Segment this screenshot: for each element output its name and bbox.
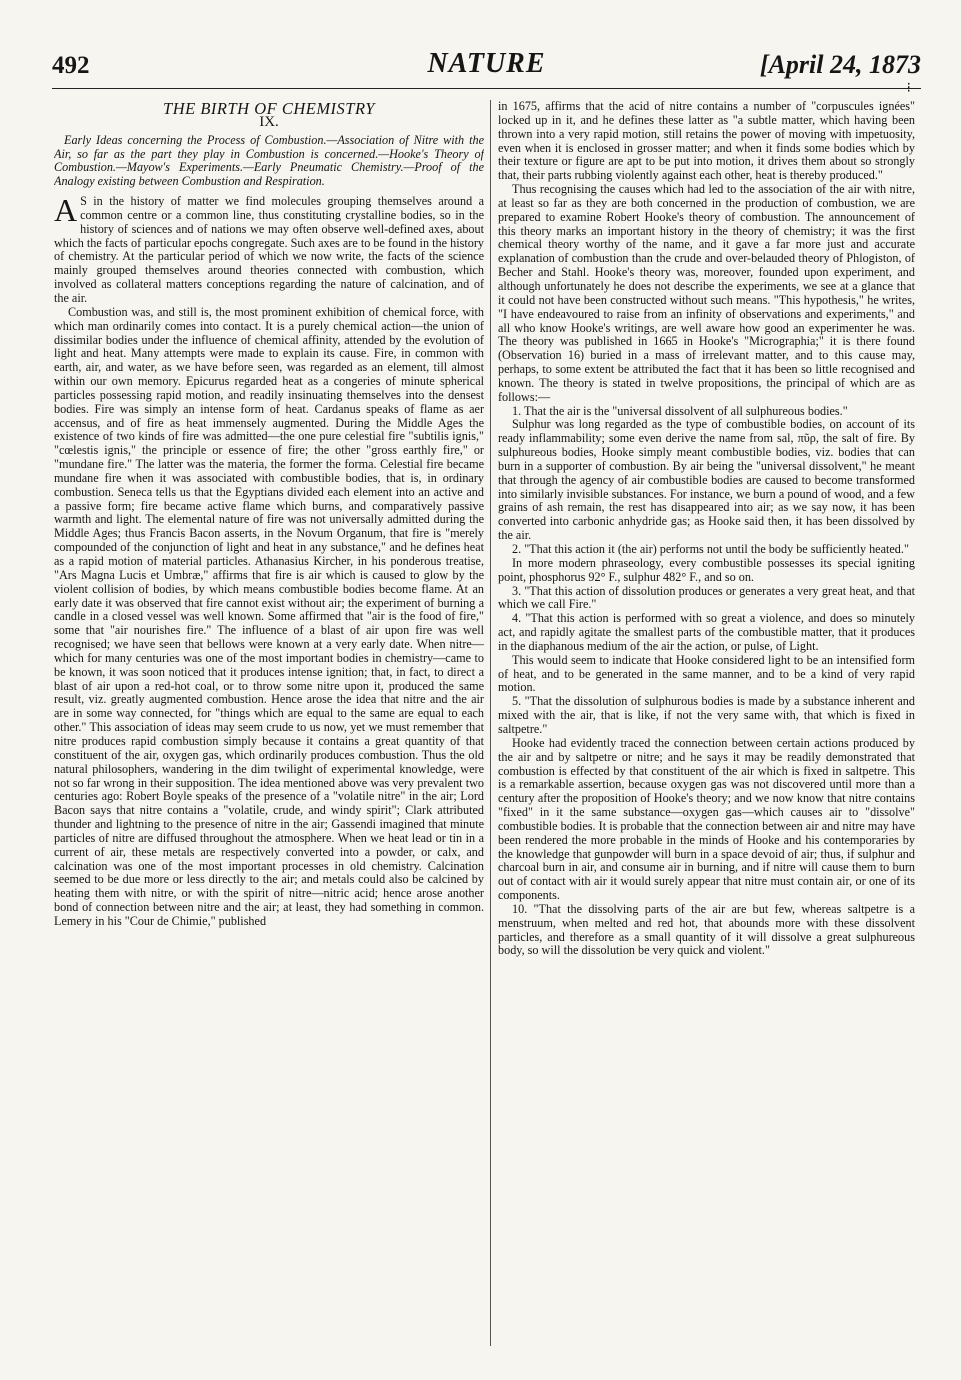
right-column [498, 100, 915, 1348]
paragraph: This would seem to indicate that Hooke considered light to be an intensified form of heat, and to be generated in the same manner, and to be a kind of very rapid motion. [498, 652, 915, 695]
journal-title: NATURE [427, 48, 546, 79]
article-summary: Early Ideas concerning the Process of Combustion.—Association of Nitre with the Air, so far as the part they play in Combustion is concerned.—Hooke's Theory of Combustion.—Mayow's Experiments.—Early Pneumatic Chemistry.—Proof of the Analogy existing between Combustion and Respiration. [54, 132, 484, 189]
margin-mark: ⁝ [906, 81, 911, 96]
paragraph: Thus recognising the causes which had led to the association of the air with nitre, at least so far as they are both concerned in the production of combustion, we are prepared to examine Robert Hooke's theory of combustion. The announcement of this theory marks an important history in the theory of chemistry; it was the first chemical theory worthy of the name, and it gave a far more just and accurate explanation of combustion than the crude and over-belauded theory of Phlogiston, of Becher and Stahl. Hooke's theory was, moreover, founded upon experiment, and although unfortunately he does not describe the experiments, we see at a glance that it could not have been constructed without such means. "This hypothesis," he writes, "I have endeavoured to raise from an infinity of observations and experiments," and all who know Hooke's writings, are well aware how good an experimenter he was. The theory was published in 1665 in Hooke's "Micrographia;" it is there found (Observation 16) buried in a mass of irrelevant matter, and to this cause may, perhaps, to some extent be attributed the fact that it has been so little recognised and known. The theory is stated in twelve propositions, the principal of which are as follows:— [498, 182, 915, 404]
proposition-1: 1. That the air is the "universal dissolvent of all sulphureous bodies." [512, 403, 848, 418]
paragraph: Hooke had evidently traced the connection between certain actions produced by the air and by saltpetre or nitre; and he says it may be readily demonstrated that combustion is effected by that constituent of the air which is fixed in saltpetre. This is a remarkable assertion, because oxygen gas was not discovered until more than a century after the proposition of Hooke's theory; and we now know that nitre contains "fixed" in it the same substance—oxygen gas—which causes air to "dissolve" combustible bodies. It is probable that the connection between air and nitre may have been rendered the more probable in the minds of Hooke and his contemporaries by the knowledge that gunpowder will burn in a space devoid of air; thus, if sulphur and charcoal burn in air, and consume air in burning, and if nitre will cause them to burn out of contact with air it would surely appear that nitre must contain air, or one of its components. [498, 735, 915, 903]
left-column [54, 100, 484, 1348]
drop-cap: A [54, 192, 78, 229]
article-title: THE BIRTH OF CHEMISTRY [163, 100, 375, 118]
page-header [52, 44, 921, 96]
paragraph: in 1675, affirms that the acid of nitre contains a number of "corpuscules ignées" locked up in it, and he defines these latter as "a subtle matter, which having been thrown into a very rapid motion, still retains the power of moving with impetuosity, even when it is enclosed in grosser matter; and when it finds some bodies which by their texture or figure are apt to be put into motion, it drives them about so strongly that, their parts rubbing violently against each other, heat is thereby produced." [498, 100, 915, 183]
issue-date: [April 24, 1873 [759, 50, 921, 79]
paragraph: Sulphur was long regarded as the type of combustible bodies, on account of its ready inflammability; some even derive the name from sal, πῦρ, the salt of fire. By sulphureous bodies, Hooke simply meant combustible bodies, viz. bodies that can burn in a supporter of combustion. By air being the "universal dissolvent," he meant that through the agency of air combustible bodies are caused to become transformed into similarly invisible substances. For instance, we burn a pound of wood, and a few grains of ash remain, the rest has disappeared into air; as we say now, it has been converted into carbonic anhydride gas; as Hooke said then, it has been dissolved by the air. [498, 417, 915, 543]
proposition-4: 4. "That this action is performed with so great a violence, and does so minutely act, and rapidly agitate the smallest parts of the combustible matter, that it produces in the diaphanous medium of the air the action, or pulse, of Light. [498, 611, 915, 653]
first-paragraph [54, 192, 484, 306]
article-part-number: IX. [259, 113, 279, 130]
page-number: 492 [52, 52, 90, 79]
column-divider [490, 100, 491, 1346]
proposition-2: 2. "That this action it (the air) performs not until the body be sufficiently heated." [512, 542, 909, 556]
paragraph: Combustion was, and still is, the most prominent exhibition of chemical force, with which man ordinarily comes into contact. It is a purely chemical action—the union of dissimilar bodies under the influence of chemical affinity, attended by the evolution of light and heat. Many attempts were made to explain its cause. Fire, in common with earth, air, and water, as we have before seen, was regarded as an element, till almost within our own memory. Epicurus regarded heat as a congeries of minute spherical particles possessing rapid motion, and readily insinuating themselves into the densest bodies. Fire was simply an intense form of heat. Cardanus speaks of flame as aer accensus, and of fire as heat immensely augmented. During the Middle Ages the existence of two kinds of fire was admitted—the one pure celestial fire "subtilis ignis," "cœlestis ignis," the principle or essence of fire; the other "gross earthly fire," or "mundane fire." The latter was the materia, the former the forma. Celestial fire became mundane fire when it was associated with combustible bodies, that is, in ordinary combustion. Seneca tells us that the Egyptians divided each element into an active and a passive form; fire became active flame which burns, and comparatively passive warmth and light. The elemental nature of fire was not universally admitted during the Middle Ages; thus Francis Bacon asserts, in the Novum Organum, that fire is "merely compounded of the conjunction of light and heat in any substance," and he defines heat as a rapid motion of material particles. Athanasius Kircher, in his ponderous treatise, "Ars Magna Lucis et Umbræ," affirms that fire is air which is caused to glow by the violent collision of bodies, by which means combustible bodies become flame. At an early date it was observed that fire cannot exist without air; the experiment of burning a candle in a closed vessel was well known. Some affirmed that "air is the food of fire," some that "air nourishes fire." The influence of a blast of air upon fire was well recognised; we have seen that bellows were known at a very early date. When nitre—which for many centuries was one of the most important bodies in chemistry—came to be known, it was soon noticed that it produces intense ignition; that, in fact, to direct a blast of air upon a red-hot coal, or to throw some nitre upon it, produced the same result, viz. greatly augmented combustion. Hence arose the idea that nitre and the air are in some way connected, for "things which are equal to the same are equal to each other." This association of ideas may seem crude to us now, yet we must remember that nitre produces rapid combustion simply because it contains a great quantity of that constituent of the air, oxygen gas, which ordinarily produces combustion. Thus the old natural philosophers, wandering in the dim twilight of experimental knowledge, were not so far wrong in their supposition. The idea mentioned above was very prevalent two centuries ago: Robert Boyle speaks of the presence of a "volatile nitre" in the air; Lord Bacon says that nitre contains a "volatile, crude, and windy spirit"; Clark attributed thunder and lightning to the presence of nitre in the air; Gassendi imagined that minute particles of nitre are diffused throughout the atmosphere. When we heat lead or tin in a current of air, these metals are respectively converted into a powder, or calx, and calcination was one of the most important processes in old chemistry. Calcination seemed to be due more or less directly to the air; and metals could also be calcined by heating them with nitre, or with the spirit of nitre—nitric acid; hence arose another bond of connection between nitre and the air; at least, they had something in common. Lemery in his "Cour de Chimie," published [54, 304, 484, 928]
proposition-3: 3. "That this action of dissolution produces or generates a very great heat, and that which we call Fire." [498, 583, 915, 612]
proposition-5: 5. "That the dissolution of sulphurous bodies is made by a substance inherent and mixed with the air, that is like, if not the very same with, that which is fixed in saltpetre." [498, 694, 915, 736]
proposition-10: 10. "That the dissolving parts of the air are but few, whereas saltpetre is a menstruum, when melted and red hot, that abounds more with these dissolvent particles, and therefore as a small quantity of it will dissolve a great sulphureous body, so will the dissolution be very quick and violent." [498, 901, 915, 958]
paragraph-text: S in the history of matter we find molecules grouping themselves around a common centre or a common line, thus constituting crystalline bodies, so in the history of sciences and of nations we may often observe well-defined axes, about which the facts of particular epochs congregate. Such axes are to be found in the history of chemistry. At the particular period of which we now write, the facts of the science mainly grouped themselves around theories connected with combustion, which involved as collateral matters conceptions regarding the nature of calcination, and of the air. [54, 194, 484, 305]
paragraph: In more modern phraseology, every combustible possesses its special igniting point, phosphorus 92° F., sulphur 482° F., and so on. [498, 555, 915, 584]
